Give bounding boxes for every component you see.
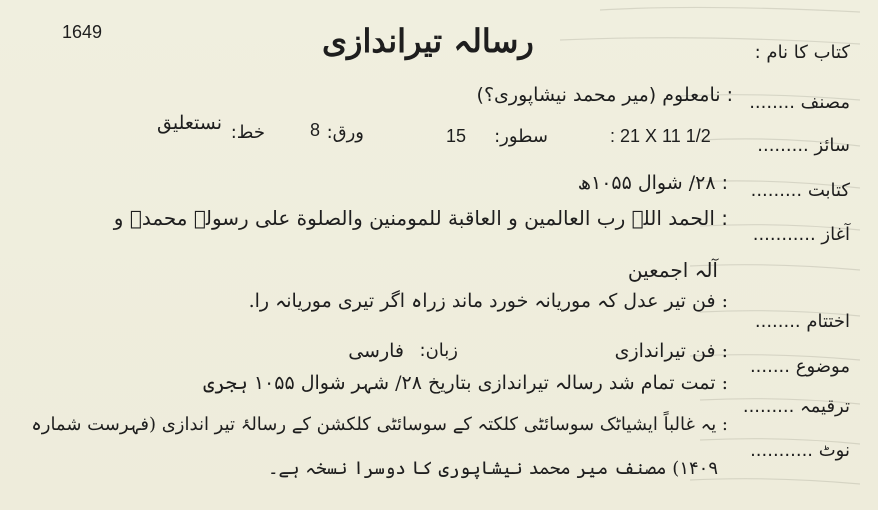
page-number: 1649 bbox=[62, 22, 103, 42]
value-subject: : فن تیراندازی bbox=[614, 340, 728, 362]
label-writing: کتابت ......... bbox=[750, 180, 850, 201]
folios-label: ورق: bbox=[326, 122, 364, 143]
label-note: نوٹ ........... bbox=[750, 440, 850, 461]
label-ending: اختتام ........ bbox=[754, 311, 850, 332]
value-note-line1: : یہ غالباً ایشیاٹک سوسائٹی کلکتہ کے سوسائٹی کلکشن کے رسالۂ تیر اندازی (فہرست شمارہ bbox=[31, 414, 728, 435]
document-title: رسالہ تیراندازی bbox=[322, 22, 534, 60]
script-label: خط: bbox=[230, 122, 265, 143]
label-subject: موضوع ....... bbox=[749, 356, 850, 377]
label-size: سائز ......... bbox=[757, 135, 850, 156]
script-value: نستعلیق bbox=[156, 112, 222, 134]
lines-label: سطور: bbox=[494, 126, 548, 147]
value-beginning-line2: آلہ اجمعین bbox=[627, 258, 718, 282]
value-beginning-line1: : الحمد اللہ رب العالمین و العاقبة للمومنین والصلوة علی رسولہ محمدؐ و bbox=[113, 206, 728, 230]
value-ending: : فن تیر عدل کہ موریانہ خورد ماند زراہ اگر تیری موریانہ را. bbox=[248, 290, 728, 312]
language-label: زبان: bbox=[419, 340, 458, 361]
language-value: فارسی bbox=[348, 340, 404, 362]
value-author: : نامعلوم (میر محمد نیشاپوری؟) bbox=[476, 84, 733, 106]
label-beginning: آغاز ........... bbox=[752, 224, 850, 245]
value-writing: : ۲۸/ شوال ۱۰۵۵ھ bbox=[577, 172, 728, 194]
value-colophon: : تمت تمام شد رسالہ تیراندازی بتاریخ ۲۸/ شہر شوال ۱۰۵۵ ہجری bbox=[203, 372, 728, 394]
label-book-name: کتاب کا نام : bbox=[754, 42, 850, 63]
label-author: مصنف ........ bbox=[749, 92, 850, 113]
lines-value: 15 bbox=[446, 126, 467, 146]
value-note-line2: ۱۴۰۹) مصنف میر محمد نیشاپوری کا دوسرا نسخہ ہے۔ bbox=[267, 458, 718, 479]
label-colophon: ترقیمہ ......... bbox=[742, 396, 850, 417]
value-size: : 21 X 11 1/2 bbox=[610, 126, 711, 146]
folios-value: 8 bbox=[310, 120, 321, 140]
